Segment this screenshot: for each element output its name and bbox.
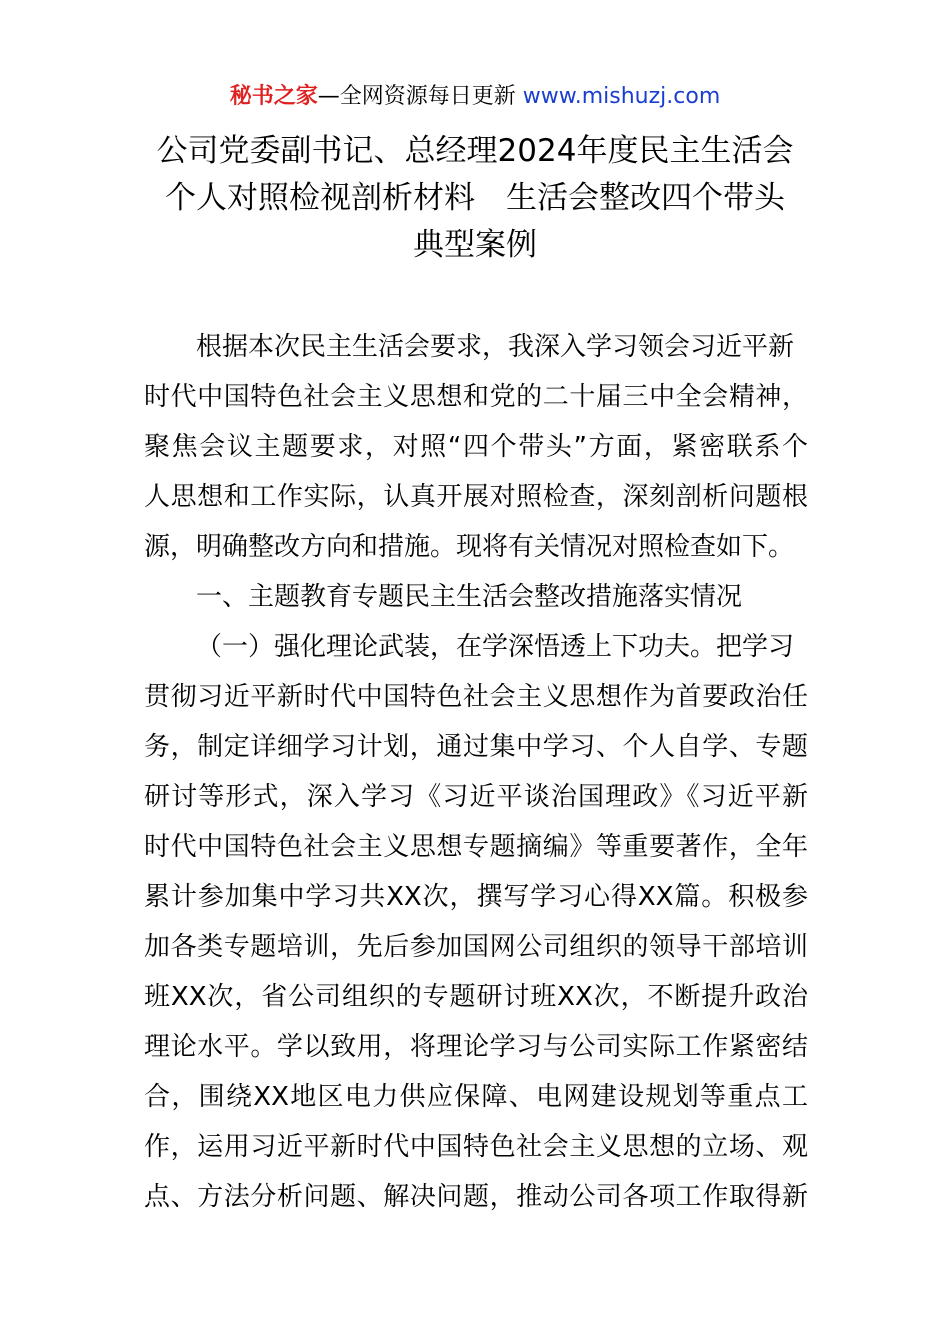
paragraph-line: 研讨等形式，深入学习《习近平谈治国理政》《习近平新 [144, 782, 808, 812]
paragraph-line: 聚焦会议主题要求，对照“四个带头”方面，紧密联系个 [144, 432, 808, 462]
header-tagline: —全网资源每日更新 [317, 84, 523, 109]
section-heading: 一、主题教育专题民主生活会整改措施落实情况 [196, 582, 743, 612]
paragraph-line: 务，制定详细学习计划，通过集中学习、个人自学、专题 [144, 732, 808, 762]
document-body [144, 322, 808, 1222]
title-line: 个人对照检视剖析材料 生活会整改四个带头 [165, 180, 785, 216]
title-line: 公司党委副书记、总经理2024年度民主生活会 [156, 133, 794, 169]
paragraph-line: 贯彻习近平新时代中国特色社会主义思想作为首要政治任 [144, 682, 808, 712]
paragraph-line: （一）强化理论武装，在学深悟透上下功夫。把学习 [196, 632, 795, 662]
paragraph-line: 加各类专题培训，先后参加国网公司组织的领导干部培训 [144, 932, 808, 962]
paragraph-line: 人思想和工作实际，认真开展对照检查，深刻剖析问题根 [144, 482, 808, 512]
paragraph-line: 班XX次，省公司组织的专题研讨班XX次，不断提升政治 [144, 982, 808, 1012]
paragraph-line: 时代中国特色社会主义思想和党的二十届三中全会精神， [144, 382, 808, 412]
paragraph-line: 理论水平。学以致用，将理论学习与公司实际工作紧密结 [144, 1032, 808, 1062]
paragraph-line: 源，明确整改方向和措施。现将有关情况对照检查如下。 [144, 532, 795, 562]
paragraph-line: 时代中国特色社会主义思想专题摘编》等重要著作，全年 [144, 832, 808, 862]
paragraph-line: 根据本次民主生活会要求，我深入学习领会习近平新 [196, 332, 795, 362]
document-title [100, 128, 850, 269]
title-line: 典型案例 [413, 227, 537, 263]
paragraph-line: 累计参加集中学习共XX次，撰写学习心得XX篇。积极参 [144, 882, 808, 912]
brand-name: 秘书之家 [229, 84, 318, 109]
site-header [0, 80, 950, 114]
paragraph-line: 点、方法分析问题、解决问题，推动公司各项工作取得新 [144, 1182, 808, 1212]
site-url-link[interactable]: www.mishuzj.com [522, 84, 721, 109]
paragraph-line: 合，围绕XX地区电力供应保障、电网建设规划等重点工 [144, 1082, 808, 1112]
paragraph-line: 作，运用习近平新时代中国特色社会主义思想的立场、观 [144, 1132, 808, 1162]
